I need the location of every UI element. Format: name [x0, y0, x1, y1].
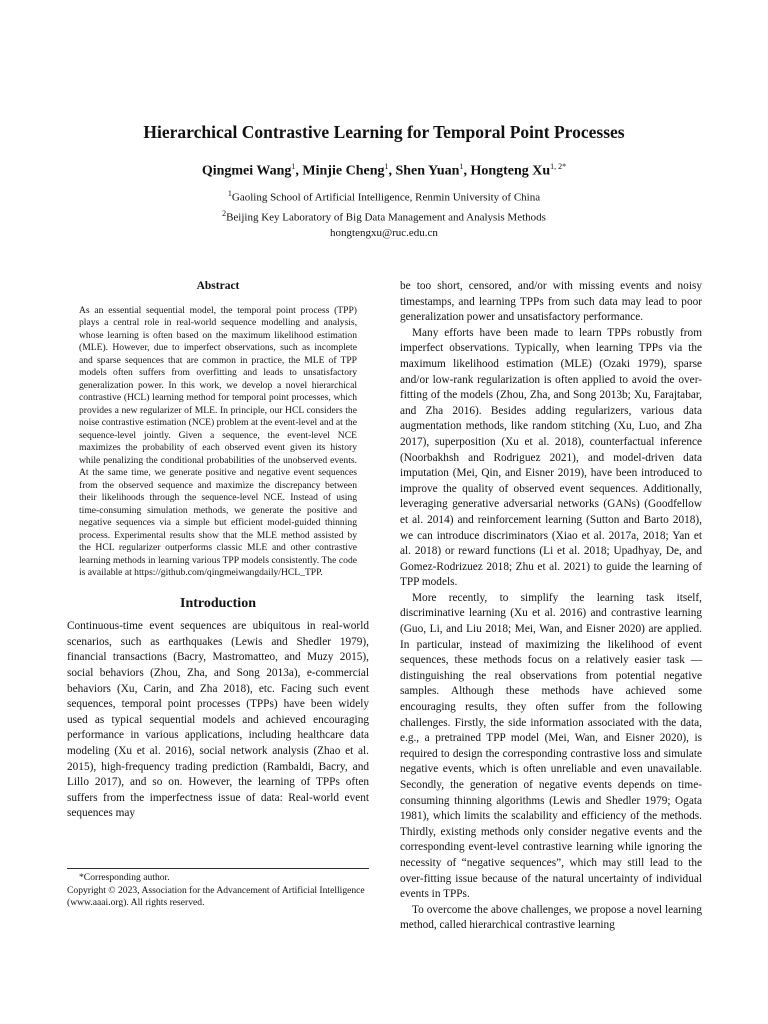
author-affil-marker: 1, 2* — [550, 162, 567, 171]
affiliation-line — [0, 206, 768, 226]
abstract-heading: Abstract — [196, 280, 240, 292]
introduction-paragraph: Continuous-time event sequences are ubiquitous in real-world scenarios, such as earthquakes (Lewis and Shedler 1979), financial transactions (Bacry, Mastromatteo, and Muzy 2015), social behaviors (Zhou, Zha, and Song 2013a), e-commercial behaviors (Xu, Carin, and Zha 2018), etc. Facing such event sequences, temporal point processes (TPPs) have been widely used as typical sequential models and achieved encouraging performance in various applications, including healthcare data modeling (Xu et al. 2016), social network analysis (Zhao et al. 2015), high-frequency trading prediction (Rambaldi, Bacry, and Lillo 2017), and so on. However, the learning of TPPs often suffers from the imperfectness issue of data: Real-world event sequences may — [67, 620, 369, 820]
author-affil-marker: 1 — [459, 162, 464, 171]
paper-title: Hierarchical Contrastive Learning for Temporal Point Processes — [143, 122, 625, 142]
body-paragraph: To overcome the above challenges, we propose a novel learning method, called hierarchical contrastive learning — [400, 903, 702, 932]
affiliation-line — [0, 186, 768, 206]
right-column — [400, 279, 702, 934]
affiliations-block — [0, 186, 768, 242]
author-list: Qingmei Wang$^1$, Minjie Cheng$^1$, Shen Yuan$^1$, Hongteng $Xu^{1, 2*}$ — [201, 162, 567, 179]
introduction-heading: Introduction — [180, 595, 256, 611]
body-paragraph: More recently, to simplify the learning task itself, discriminative learning (Xu et al. 2016) and contrastive learning (Guo, Li, and Liu 2018; Mei, Wan, and Eisner 2020) are applied. In particular, instead of maximizing the likelihood of event sequences, these methods focus on a relatively easier task — distinguishing the real observations from potential negative samples. Although these methods have achieved some encouraging results, they often suffer from the following challenges. Firstly, the side information associated with the data, e.g., a pretrained TPP model (Mei, Wan, and Eisner 2020), is required to design the corresponding contrastive loss and simulate negative events, which is often unreliable and even unavailable. Secondly, the generation of negative events depends on time-consuming thinning algorithms (Lewis and Shedler 1979; Ogata 1981), which limits the scalability and efficiency of the methods. Thirdly, existing methods only consider negative events and the corresponding event-level contrastive learning while ignoring the necessity of “negative sequences”, which may still lead to the over-fitting issue because of the natural uncertainty of individual events in TPPs. — [400, 591, 702, 901]
affiliation-text: Gaoling School of Artificial Intelligence, Renmin University of China — [231, 191, 541, 204]
author-name: Hongteng Xu — [470, 163, 551, 179]
author-name: Qingmei Wang — [201, 163, 292, 179]
contact-email: hongtengxu@ruc.edu.cn — [330, 227, 438, 240]
affiliation-marker: 1 — [227, 189, 232, 198]
abstract-body: As an essential sequential model, the temporal point process (TPP) plays a central role in real-world sequence modelling and analysis, whose learning is often based on the maximum likelihood estimation (MLE). However, due to imperfect observations, such as incomplete and sparse sequences that are common in practice, the MLE of TPP models often suffers from overfitting and leads to unsatisfactory generalization power. In this work, we develop a novel hierarchical contrastive (HCL) learning method for temporal point processes, which provides a new regularizer of MLE. In principle, our HCL considers the noise contrastive estimation (NCE) problem at the event-level and at the sequence-level jointly. Given a sequence, the event-level NCE maximizes the probability of each observed event given its history while penalizing the conditional probabilities of the unobserved events. At the same time, we generate positive and negative event sequences from the observed sequence and maximize the discrepancy between their likelihoods through the sequence-level NCE. Instead of using time-consuming simulation methods, we generate the positive and negative sequences via a simple but efficient model-guided thinning process. Experimental results show that the MLE method assisted by the HCL regularizer outperforms classic MLE and other contrastive learning methods in learning various TPP models consistently. The code is available at https://github.com/qingmeiwangdaily/HCL_TPP. — [79, 304, 357, 579]
copyright-notice: Copyright © 2023, Association for the Advancement of Artificial Intelligence (www.aaai.org). All rights reserved. — [67, 884, 365, 908]
author-name: Shen Yuan — [395, 163, 460, 179]
author-affil-marker: 1 — [291, 162, 296, 171]
body-paragraph: be too short, censored, and/or with missing events and noisy timestamps, and learning TPPs from such data may lead to poor generalization power and unsatisfactory performance. — [400, 280, 702, 324]
author-affil-marker: 1 — [384, 162, 389, 171]
footnote-block — [67, 868, 369, 910]
affiliation-marker: 2 — [222, 209, 227, 219]
left-column — [67, 279, 369, 822]
affiliation-text: Beijing Key Laboratory of Big Data Management and Analysis Methods — [226, 211, 546, 224]
corresponding-author-note: *Corresponding author. — [79, 872, 170, 883]
author-name: Minjie Cheng — [302, 163, 385, 179]
body-paragraph: Many efforts have been made to learn TPPs robustly from imperfect observations. Typically, when learning TPPs via the maximum likelihood estimation (MLE) (Ozaki 1979), sparse and/or low-rank regularization is often applied to avoid the over-fitting of the models (Zhou, Zha, and Song 2013b; Xu, Farajtabar, and Zha 2016). Besides adding regularizers, various data augmentation methods, like random stitching (Xu, Luo, and Zha 2017), superposition (Xu et al. 2018), counterfactual inference (Noorbakhsh and Rodriguez 2021), and model-driven data imputation (Mei, Qin, and Eisner 2019), have been introduced to improve the quality of observed event sequences. Additionally, leveraging generative adversarial networks (GANs) (Goodfellow et al. 2014) and reinforcement learning (Sutton and Barto 2018), we can introduce discriminators (Xiao et al. 2017a, 2018; Yan et al. 2018) or reward functions (Li et al. 2018; Upadhyay, De, and Gomez-Rodrizuez 2018; Zhu et al. 2021) to guide the learning of TPP models. — [400, 326, 702, 589]
